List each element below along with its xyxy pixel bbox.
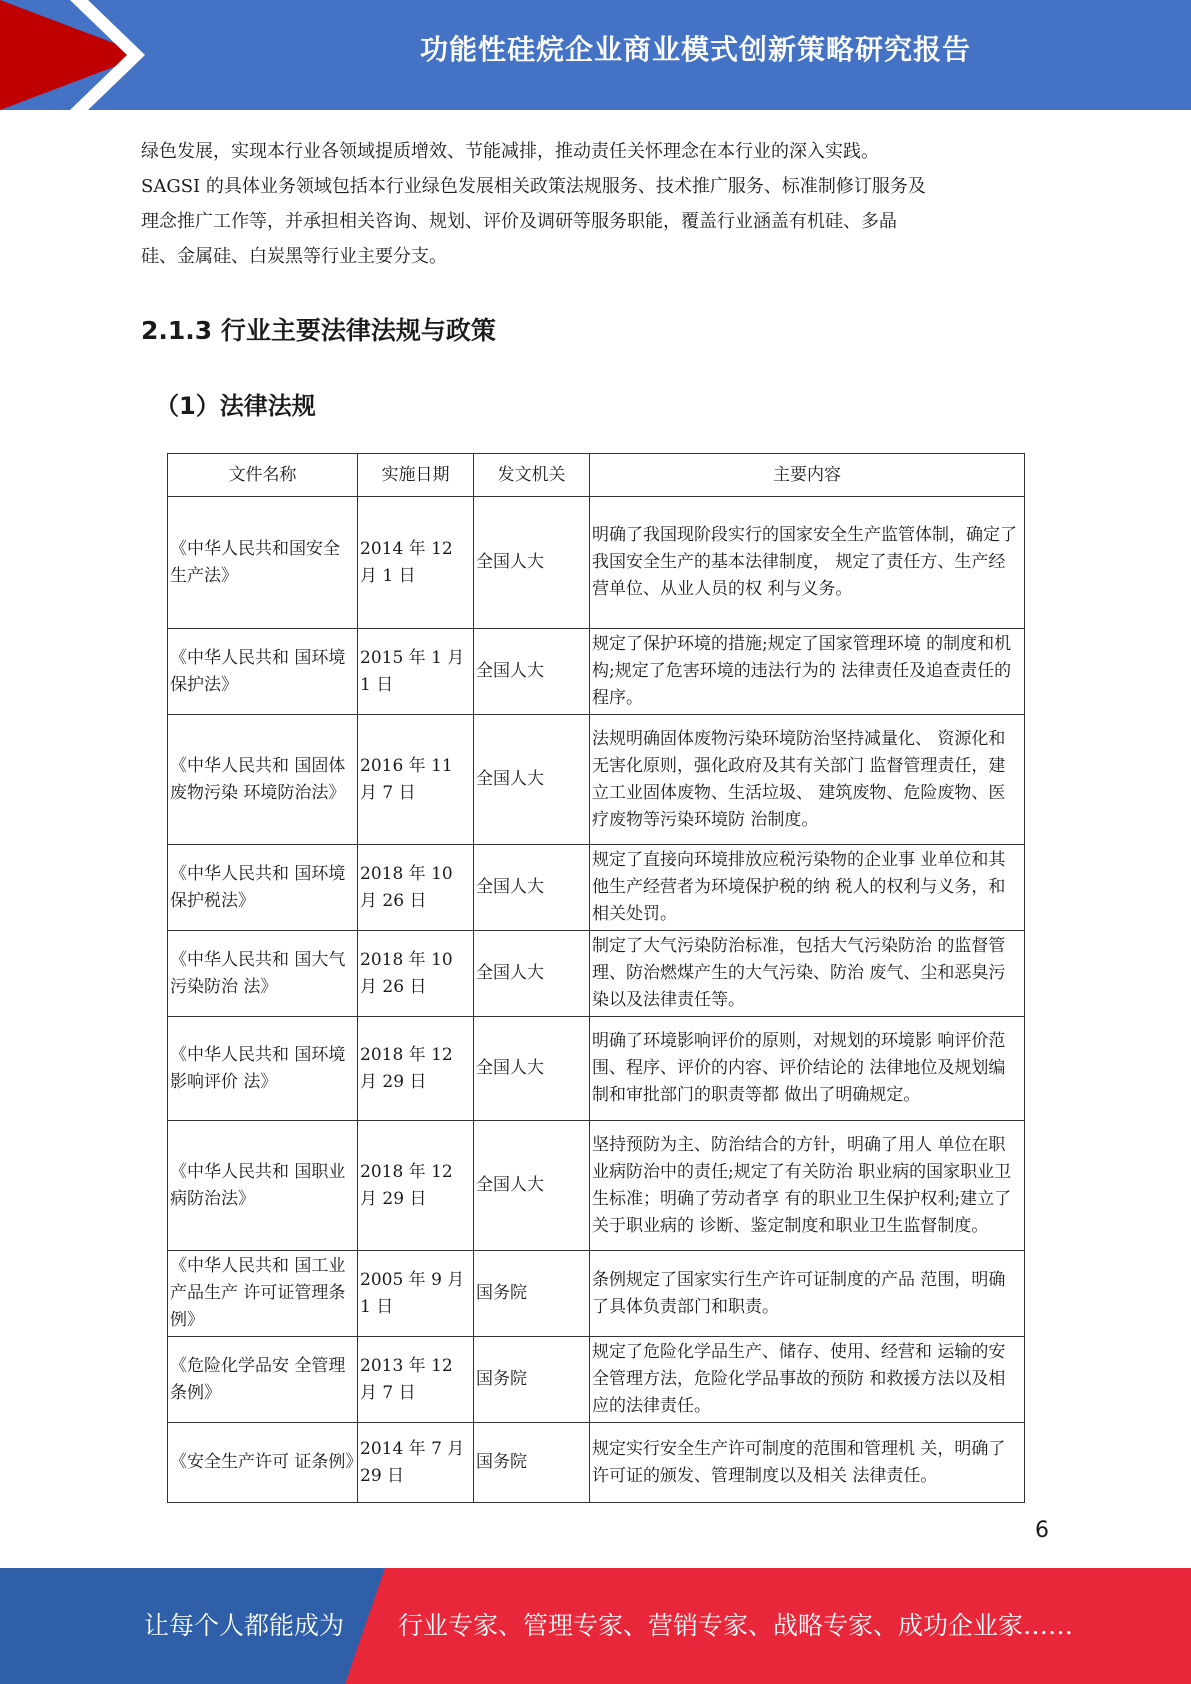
cell-issuer: 全国人大 xyxy=(474,845,590,931)
cell-content: 坚持预防为主、防治结合的方针，明确了用人 单位在职业病防治中的责任;规定了有关防治 职业病的国家职业卫生标准；明确了劳动者享 有的职业卫生保护权利;建立了关于职业病的 诊断、鉴定制度和职业卫生监督制度。 xyxy=(590,1121,1025,1251)
page-header xyxy=(0,0,1191,110)
cell-issuer: 全国人大 xyxy=(474,497,590,629)
col-header-content: 主要内容 xyxy=(590,454,1025,497)
col-header-date: 实施日期 xyxy=(358,454,474,497)
cell-doc-name: 《中华人民共和 国工业产品生产 许可证管理条例》 xyxy=(168,1251,358,1337)
cell-issuer: 全国人大 xyxy=(474,1121,590,1251)
cell-doc-name: 《中华人民共和 国职业病防治法》 xyxy=(168,1121,358,1251)
table-row xyxy=(168,845,1025,931)
table-row xyxy=(168,1423,1025,1503)
page-number: 6 xyxy=(1035,1518,1049,1543)
report-title: 功能性硅烷企业商业模式创新策略研究报告 xyxy=(419,33,971,66)
cell-issuer: 全国人大 xyxy=(474,1017,590,1121)
col-header-issuer: 发文机关 xyxy=(474,454,590,497)
cell-date: 2016 年 11 月 7 日 xyxy=(358,715,474,845)
cell-date: 2018 年 12 月 29 日 xyxy=(358,1121,474,1251)
header-chevron-icon xyxy=(70,0,150,110)
table-row xyxy=(168,497,1025,629)
cell-content: 条例规定了国家实行生产许可证制度的产品 范围，明确了具体负责部门和职责。 xyxy=(590,1251,1025,1337)
cell-doc-name: 《中华人民共和 国固体废物污染 环境防治法》 xyxy=(168,715,358,845)
cell-doc-name: 《中华人民共和 国环境保护法》 xyxy=(168,629,358,715)
cell-doc-name: 《危险化学品安 全管理条例》 xyxy=(168,1337,358,1423)
cell-doc-name: 《中华人民共和国安全生产法》 xyxy=(168,497,358,629)
cell-content: 规定实行安全生产许可制度的范围和管理机 关，明确了许可证的颁发、管理制度以及相关 法律责任。 xyxy=(590,1423,1025,1503)
cell-content: 规定了保护环境的措施;规定了国家管理环境 的制度和机构;规定了危害环境的违法行为的 法律责任及追查责任的程序。 xyxy=(590,629,1025,715)
intro-line: 绿色发展，实现本行业各领域提质增效、节能减排，推动责任关怀理念在本行业的深入实践。 xyxy=(141,141,879,162)
cell-date: 2005 年 9 月 1 日 xyxy=(358,1251,474,1337)
cell-content: 规定了直接向环境排放应税污染物的企业事 业单位和其他生产经营者为环境保护税的纳 税人的权利与义务，和相关处罚。 xyxy=(590,845,1025,931)
cell-date: 2015 年 1 月 1 日 xyxy=(358,629,474,715)
table-header-row xyxy=(168,454,1025,497)
footer-slogan-right: 行业专家、管理专家、营销专家、战略专家、成功企业家…… xyxy=(398,1611,1074,1640)
footer-slogan-left: 让每个人都能成为 xyxy=(144,1611,345,1640)
cell-date: 2013 年 12 月 7 日 xyxy=(358,1337,474,1423)
cell-date: 2014 年 12 月 1 日 xyxy=(358,497,474,629)
cell-doc-name: 《中华人民共和 国环境保护税法》 xyxy=(168,845,358,931)
laws-table xyxy=(167,453,1025,1503)
cell-content: 制定了大气污染防治标准，包括大气污染防治 的监督管理、防治燃煤产生的大气污染、防治 废气、尘和恶臭污染以及法律责任等。 xyxy=(590,931,1025,1017)
subsection-heading: （1）法律法规 xyxy=(155,392,316,420)
table-row xyxy=(168,715,1025,845)
cell-issuer: 国务院 xyxy=(474,1423,590,1503)
intro-paragraph xyxy=(141,134,1051,274)
intro-line: 理念推广工作等，并承担相关咨询、规划、评价及调研等服务职能，覆盖行业涵盖有机硅、多晶 xyxy=(141,211,897,232)
table-row xyxy=(168,1251,1025,1337)
cell-date: 2018 年 12 月 29 日 xyxy=(358,1017,474,1121)
cell-doc-name: 《中华人民共和 国大气污染防治 法》 xyxy=(168,931,358,1017)
cell-doc-name: 《安全生产许可 证条例》 xyxy=(168,1423,358,1503)
section-heading: 2.1.3 行业主要法律法规与政策 xyxy=(141,316,496,345)
col-header-name: 文件名称 xyxy=(168,454,358,497)
table-row xyxy=(168,931,1025,1017)
cell-content: 明确了我国现阶段实行的国家安全生产监管体制，确定了我国安全生产的基本法律制度， 规定了责任方、生产经营单位、从业人员的权 利与义务。 xyxy=(590,497,1025,629)
cell-issuer: 全国人大 xyxy=(474,629,590,715)
cell-date: 2014 年 7 月 29 日 xyxy=(358,1423,474,1503)
cell-content: 法规明确固体废物污染环境防治坚持减量化、 资源化和无害化原则，强化政府及其有关部门 监督管理责任，建立工业固体废物、生活垃圾、 建筑废物、危险废物、医疗废物等污染环境防 治制度。 xyxy=(590,715,1025,845)
cell-date: 2018 年 10 月 26 日 xyxy=(358,845,474,931)
table-row xyxy=(168,1337,1025,1423)
cell-doc-name: 《中华人民共和 国环境影响评价 法》 xyxy=(168,1017,358,1121)
table-row xyxy=(168,629,1025,715)
cell-date: 2018 年 10 月 26 日 xyxy=(358,931,474,1017)
cell-issuer: 国务院 xyxy=(474,1337,590,1423)
intro-line: SAGSI 的具体业务领域包括本行业绿色发展相关政策法规服务、技术推广服务、标准制修订服务及 xyxy=(141,176,926,197)
intro-line: 硅、金属硅、白炭黑等行业主要分支。 xyxy=(141,246,447,267)
cell-issuer: 全国人大 xyxy=(474,931,590,1017)
page-footer xyxy=(0,1568,1191,1684)
cell-issuer: 国务院 xyxy=(474,1251,590,1337)
cell-content: 规定了危险化学品生产、储存、使用、经营和 运输的安全管理方法，危险化学品事故的预防 和救援方法以及相应的法律责任。 xyxy=(590,1337,1025,1423)
cell-content: 明确了环境影响评价的原则，对规划的环境影 响评价范围、程序、评价的内容、评价结论的 法律地位及规划编制和审批部门的职责等都 做出了明确规定。 xyxy=(590,1017,1025,1121)
cell-issuer: 全国人大 xyxy=(474,715,590,845)
table-row xyxy=(168,1017,1025,1121)
table-row xyxy=(168,1121,1025,1251)
